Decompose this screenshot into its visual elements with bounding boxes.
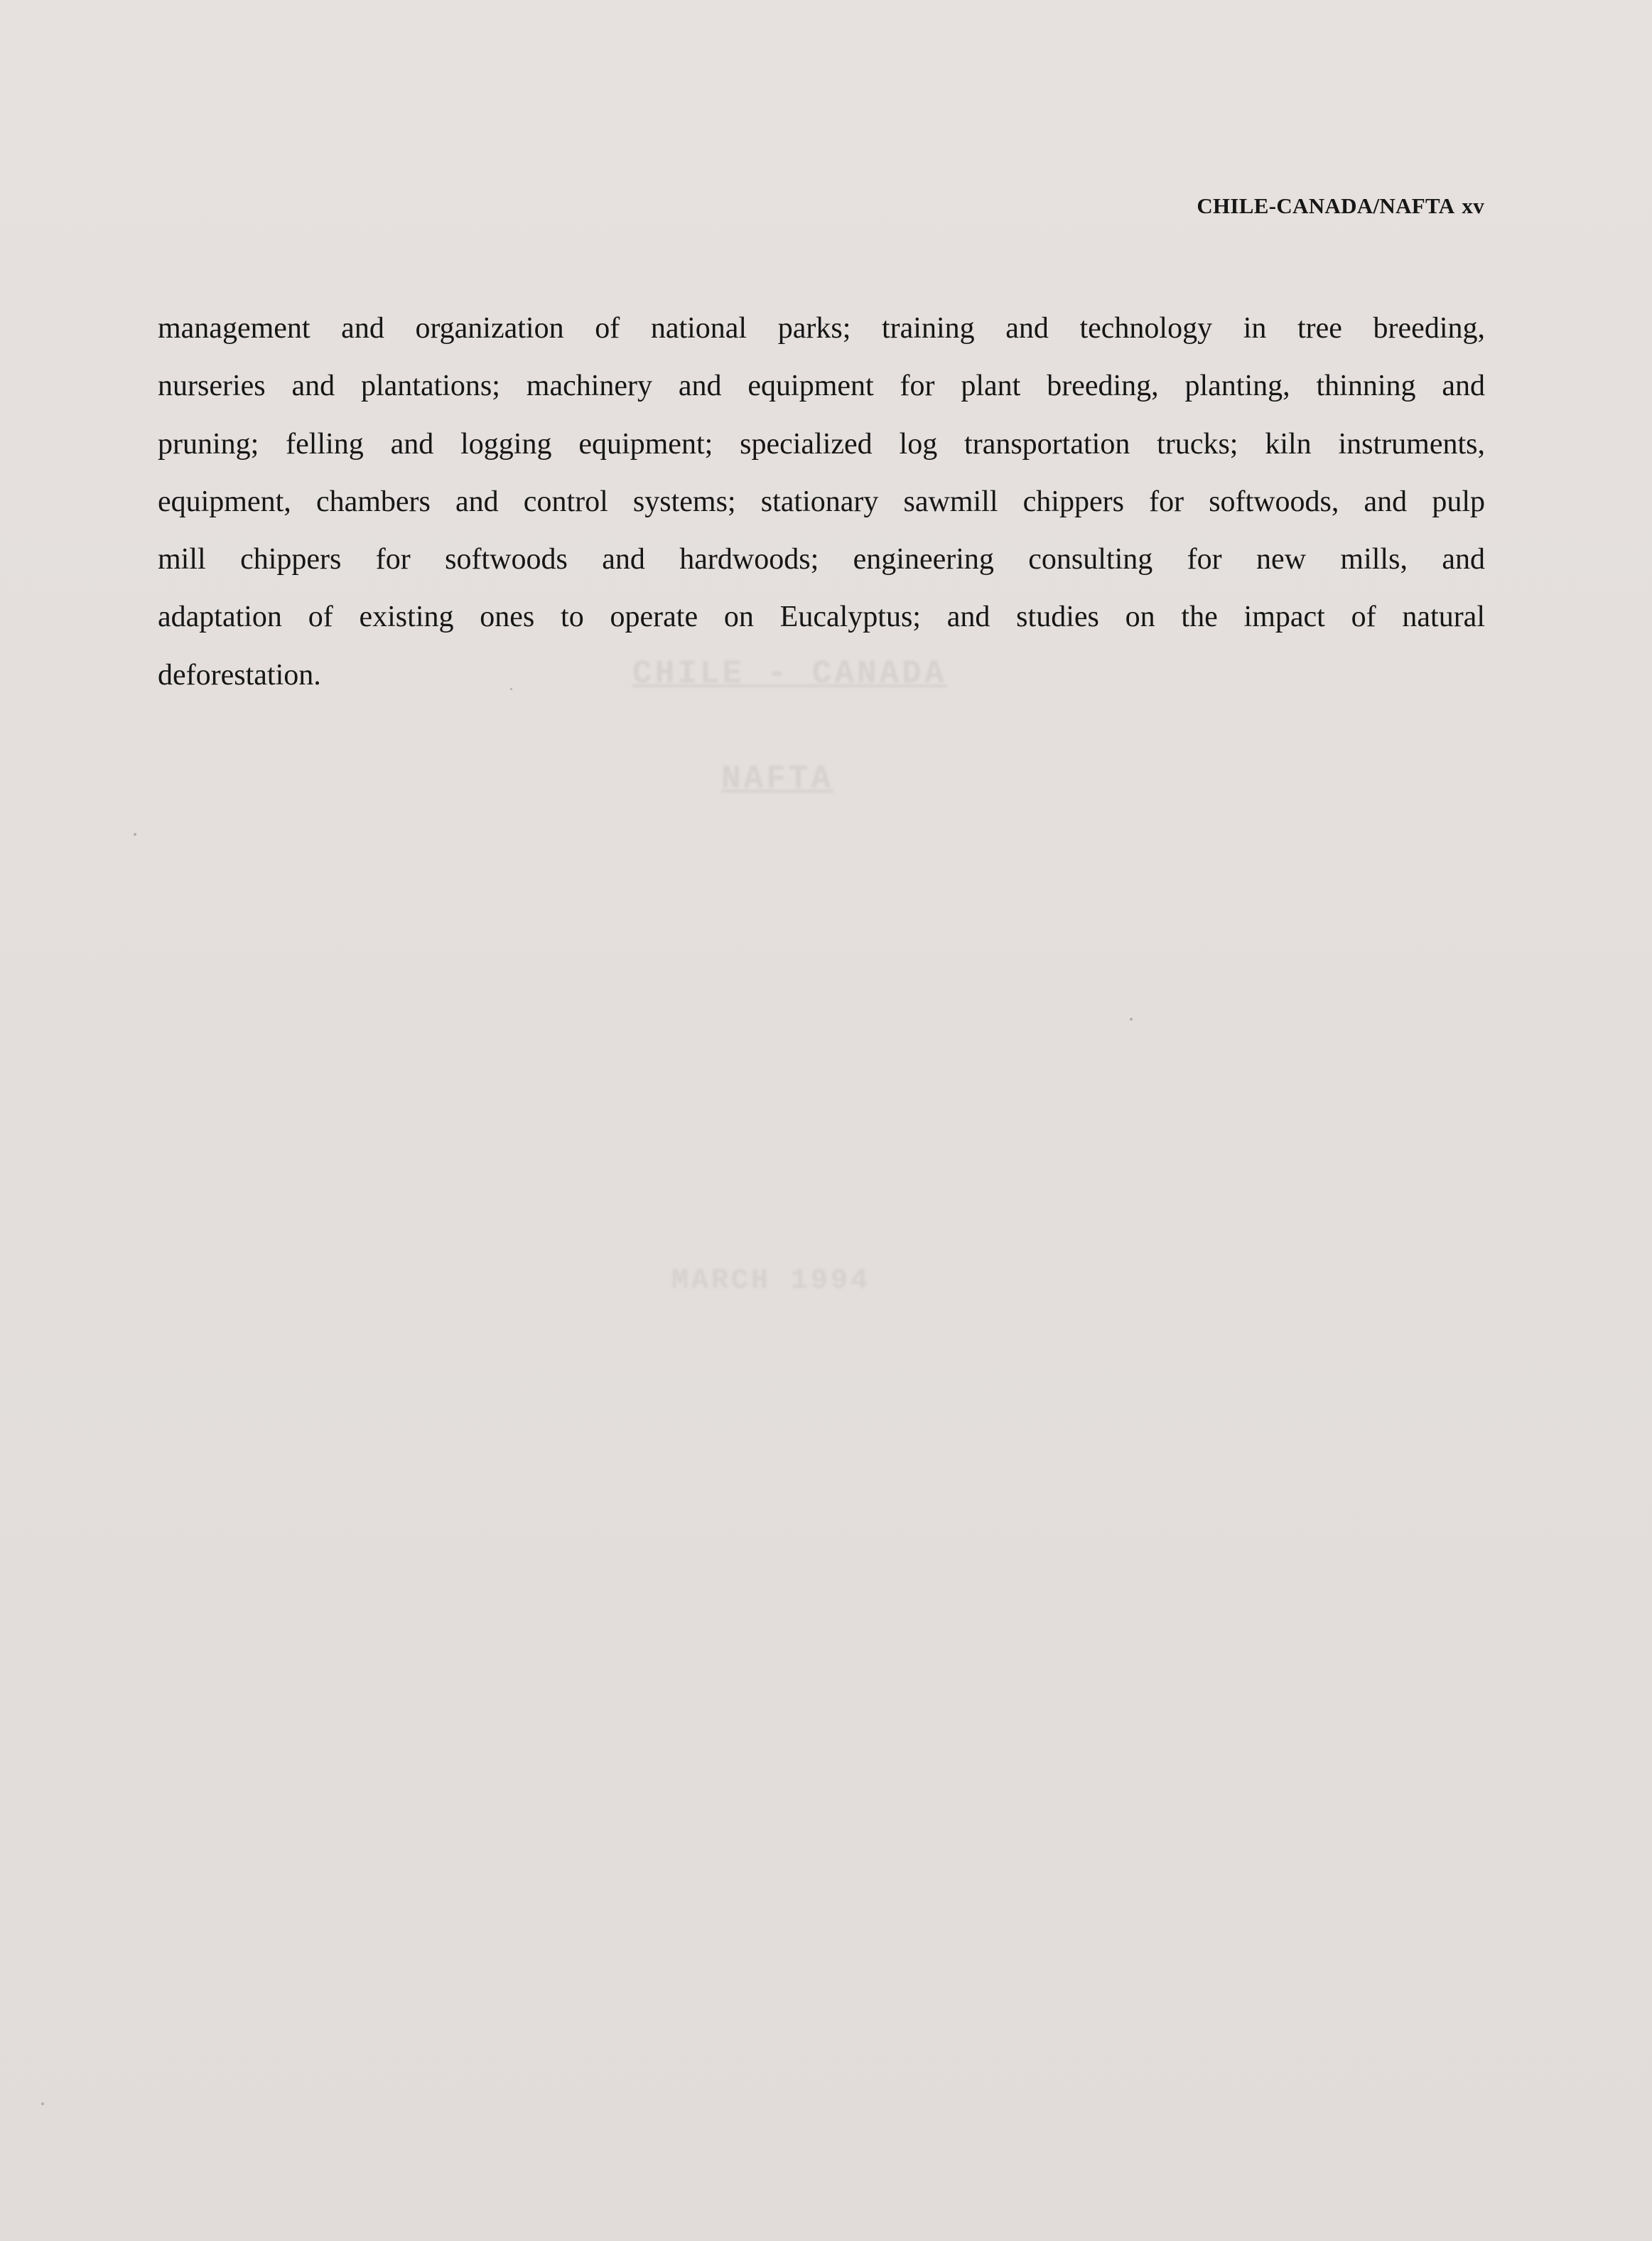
- paper-speck: [41, 2102, 44, 2105]
- paragraph-line: management and organization of national parks; training and technology in tree breeding,: [158, 312, 1485, 345]
- body-paragraph: [158, 300, 1485, 704]
- paragraph-line: mill chippers for softwoods and hardwoods; engineering consulting for new mills, and: [158, 543, 1485, 576]
- paragraph-line: equipment, chambers and control systems; stationary sawmill chippers for softwoods, and pulp: [158, 485, 1485, 518]
- show-through-subtitle: NAFTA: [721, 761, 834, 797]
- paper-speck: [510, 688, 512, 690]
- show-through-title: CHILE - CANADA: [632, 655, 947, 692]
- running-header: [1197, 193, 1484, 219]
- paper-speck: [134, 833, 136, 836]
- paragraph-line: nurseries and plantations; machinery and equipment for plant breeding, planting, thinning and: [158, 370, 1485, 403]
- paragraph-line: adaptation of existing ones to operate on Eucalyptus; and studies on the impact of natural: [158, 601, 1485, 634]
- running-title: CHILE-CANADA/NAFTA: [1197, 193, 1455, 218]
- paper-speck: [1130, 1018, 1133, 1021]
- page-number: xv: [1462, 193, 1484, 218]
- paragraph-line: pruning; felling and logging equipment; specialized log transportation trucks; kiln instruments,: [158, 427, 1485, 461]
- show-through-date: MARCH 1994: [671, 1265, 871, 1297]
- paragraph-line: deforestation.: [158, 658, 321, 692]
